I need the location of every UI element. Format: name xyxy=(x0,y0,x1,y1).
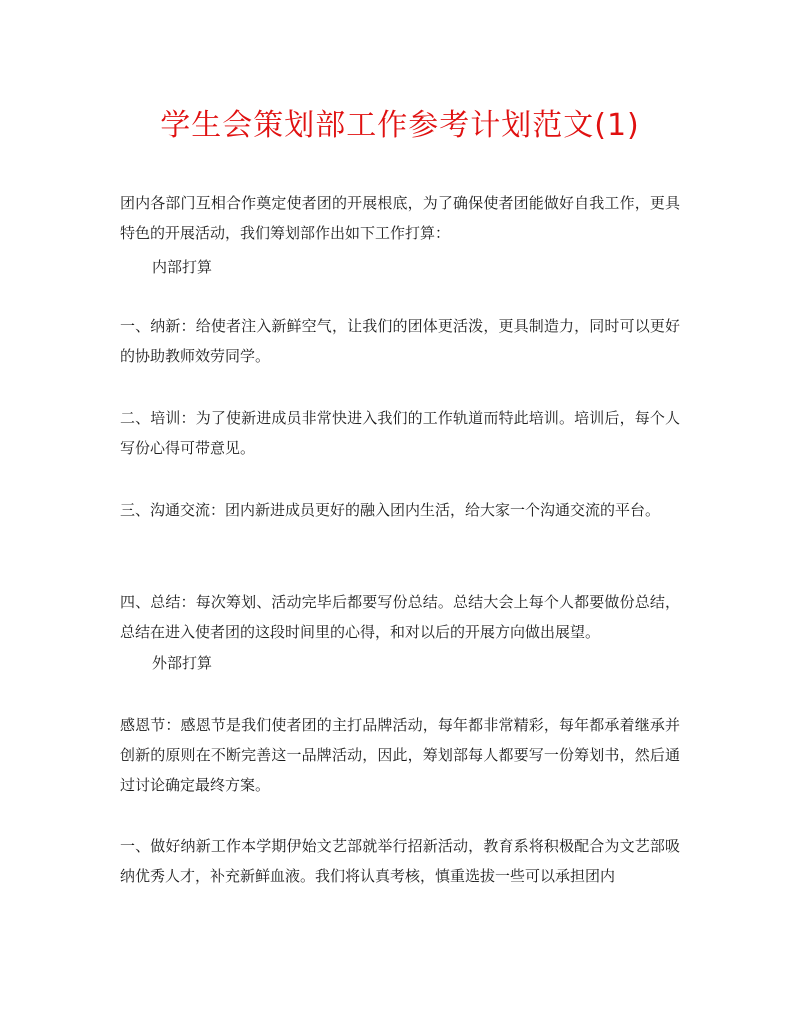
paragraph-recruitment-external: 一、做好纳新工作本学期伊始文艺部就举行招新活动，教育系将积极配合为文艺部吸纳优秀人才，补充新鲜血液。我们将认真考核，慎重选拔一些可以承担团内 xyxy=(120,837,680,885)
internal-plan-heading: 内部打算 xyxy=(152,258,213,276)
paragraph-recruitment: 一、纳新：给使者注入新鲜空气，让我们的团体更活泼，更具制造力，同时可以更好的协助教师效劳同学。 xyxy=(120,317,680,365)
document-title: 学生会策划部工作参考计划范文(1) xyxy=(160,108,640,143)
paragraph-summary: 四、总结：每次筹划、活动完毕后都要写份总结。总结大会上每个人都要做份总结，总结在进入使者团的这段时间里的心得，和对以后的开展方向做出展望。 xyxy=(120,593,680,641)
paragraph-thanksgiving: 感恩节：感恩节是我们使者团的主打品牌活动，每年都非常精彩，每年都承着继承并创新的原则在不断完善这一品牌活动，因此，筹划部每人都要写一份筹划书，然后通过讨论确定最终方案。 xyxy=(120,716,680,794)
intro-paragraph: 团内各部门互相合作奠定使者团的开展根底，为了确保使者团能做好自我工作，更具特色的开展活动，我们筹划部作出如下工作打算： xyxy=(120,194,680,242)
external-plan-heading: 外部打算 xyxy=(152,654,213,672)
paragraph-communication: 三、沟通交流：团内新进成员更好的融入团内生活，给大家一个沟通交流的平台。 xyxy=(120,501,661,519)
paragraph-training: 二、培训：为了使新进成员非常快进入我们的工作轨道而特此培训。培训后，每个人写份心得可带意见。 xyxy=(120,409,680,457)
